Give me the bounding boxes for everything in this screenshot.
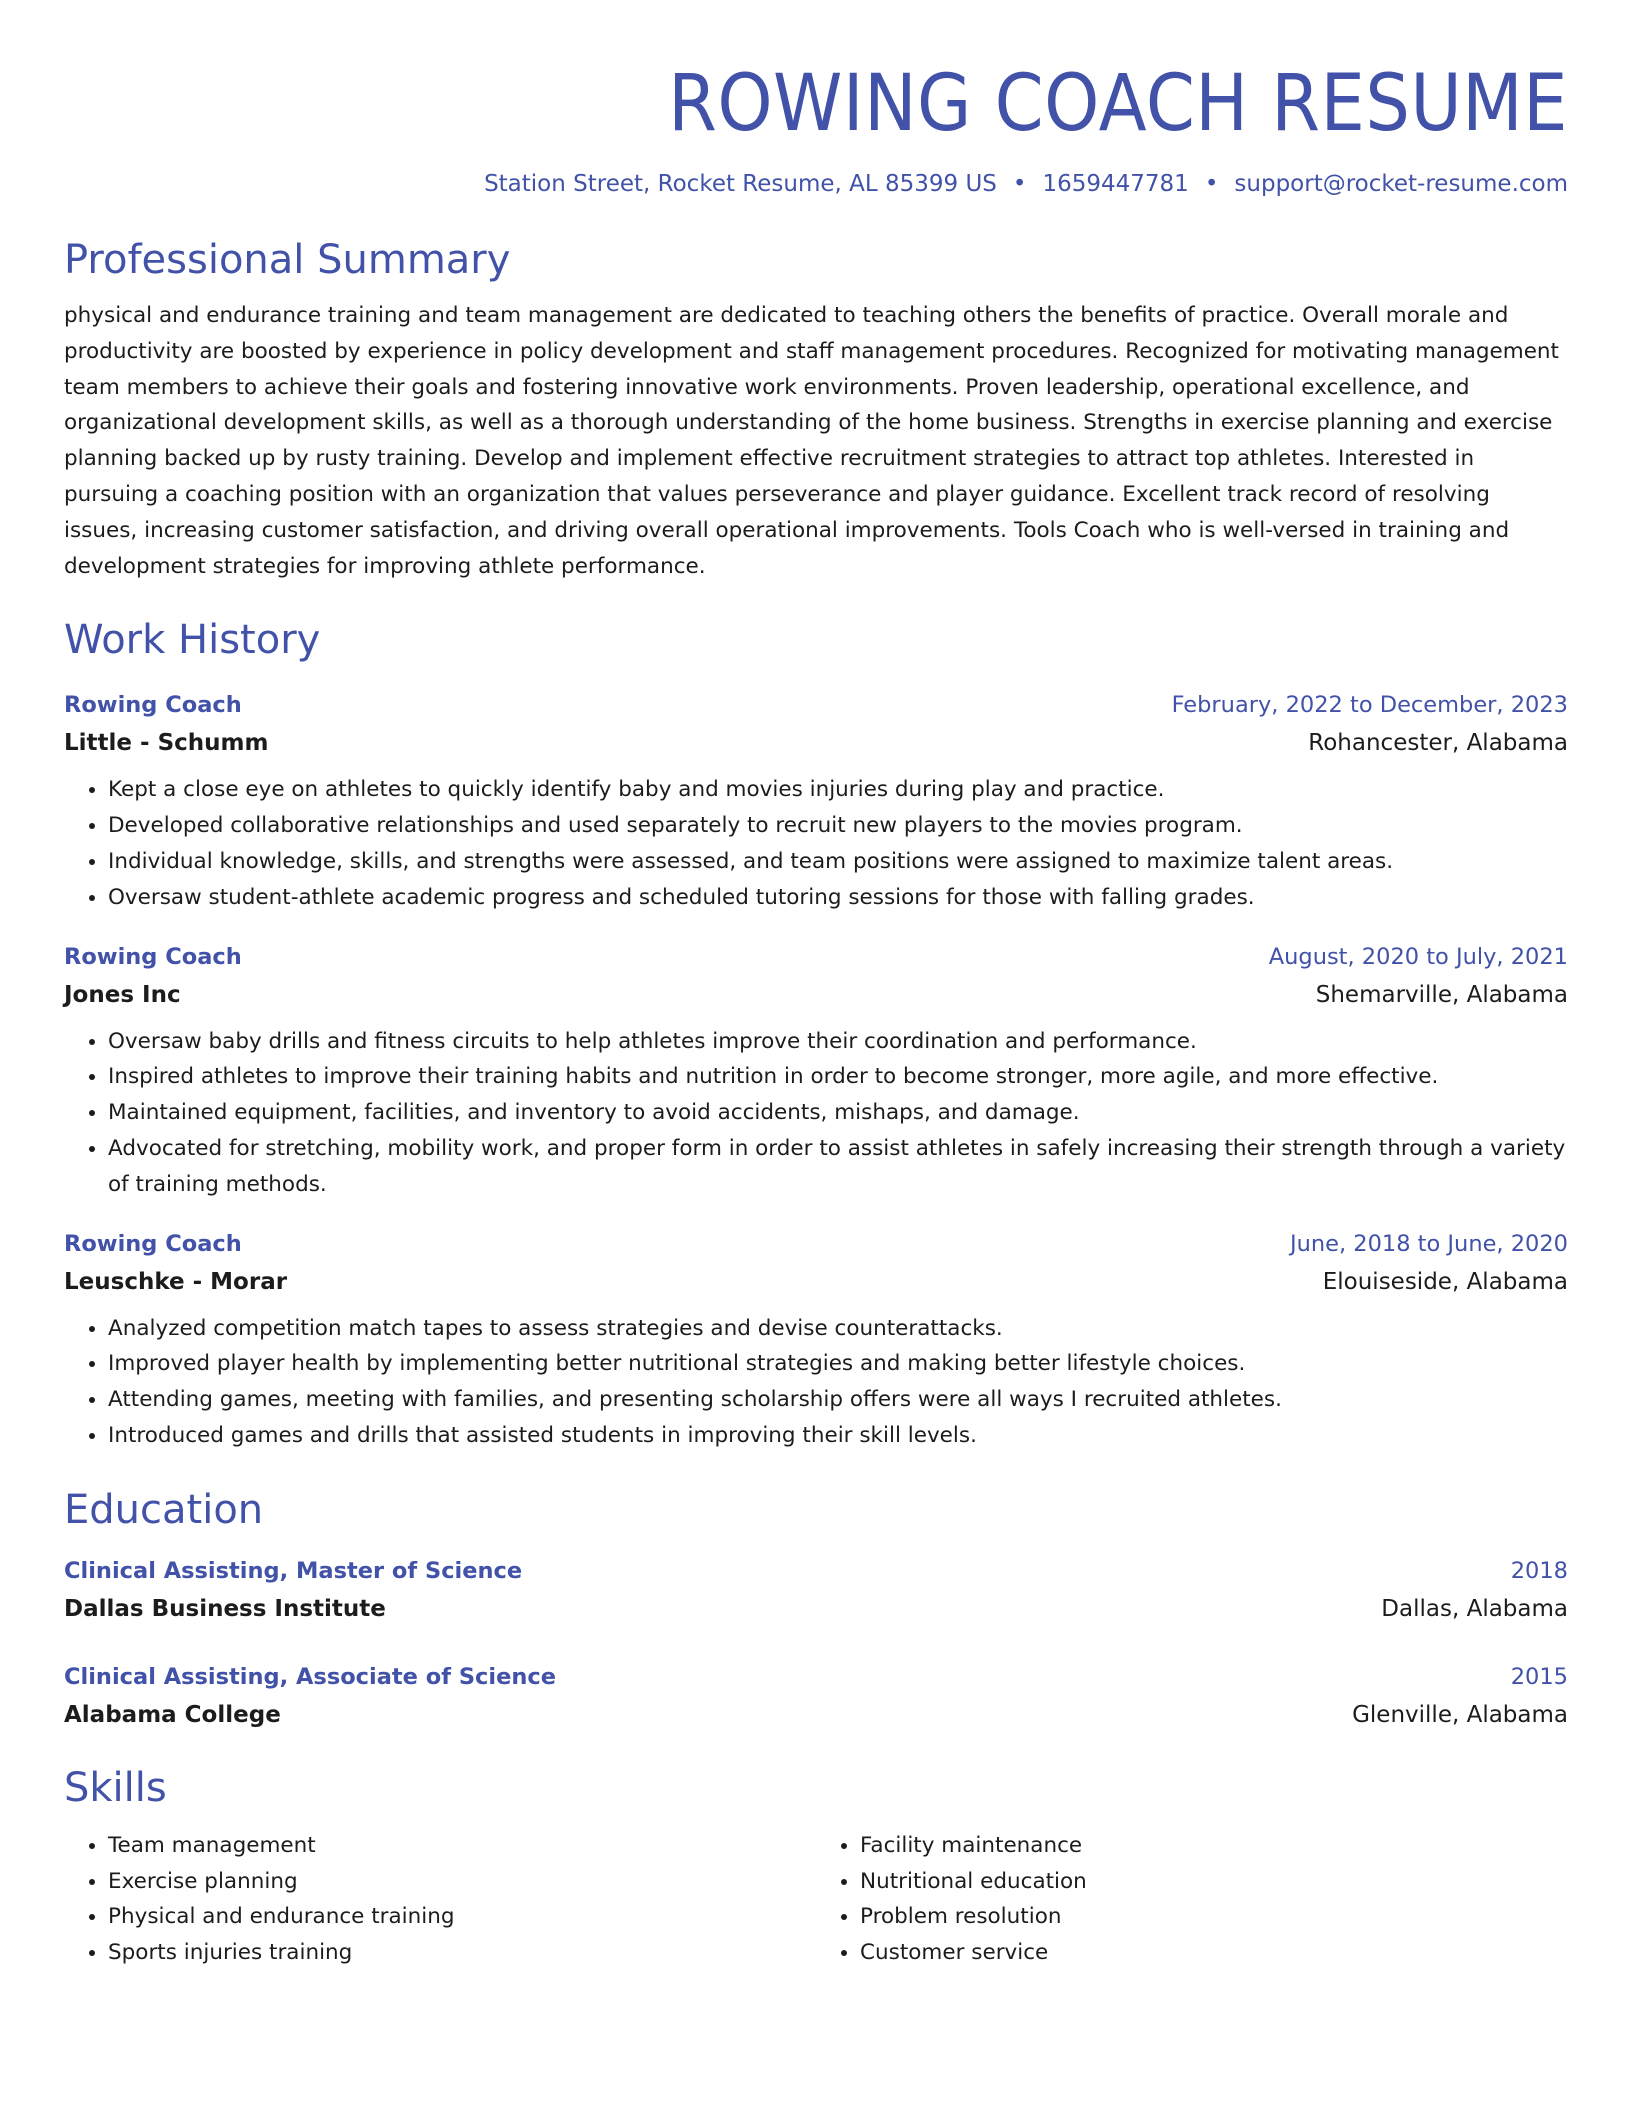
contact-separator: • bbox=[1204, 171, 1219, 197]
education-location: Dallas, Alabama bbox=[1381, 1595, 1568, 1622]
job-bullet: • Kept a close eye on athletes to quickly identify baby and movies injuries during play and practice. bbox=[108, 772, 1568, 808]
education-year: 2015 bbox=[1510, 1663, 1568, 1690]
job-dates: February, 2022 to December, 2023 bbox=[1171, 692, 1568, 719]
job-bullet: • Analyzed competition match tapes to assess strategies and devise counterattacks. bbox=[108, 1311, 1568, 1347]
contact-address: Station Street, Rocket Resume, AL 85399 US bbox=[484, 171, 997, 197]
skill-item: • Nutritional education bbox=[860, 1864, 1568, 1900]
job-entry bbox=[64, 1225, 1568, 1454]
education-school: Alabama College bbox=[64, 1701, 281, 1728]
job-location: Elouiseside, Alabama bbox=[1322, 1268, 1568, 1295]
education-entry bbox=[64, 1552, 1568, 1628]
job-location: Rohancester, Alabama bbox=[1308, 730, 1568, 757]
skills-columns bbox=[64, 1828, 1568, 1971]
job-bullet: • Maintained equipment, facilities, and inventory to avoid accidents, mishaps, and damage. bbox=[108, 1095, 1568, 1131]
contact-email[interactable]: support@rocket-resume.com bbox=[1234, 171, 1568, 197]
job-entry bbox=[64, 686, 1568, 915]
job-company: Jones Inc bbox=[64, 981, 181, 1008]
contact-separator: • bbox=[1012, 171, 1027, 197]
job-location: Shemarville, Alabama bbox=[1315, 981, 1568, 1008]
job-role: Rowing Coach bbox=[64, 943, 242, 970]
education-entry bbox=[64, 1658, 1568, 1734]
work-history-heading: Work History bbox=[64, 617, 321, 664]
job-dates: June, 2018 to June, 2020 bbox=[1289, 1230, 1568, 1257]
job-bullet: • Attending games, meeting with families, and presenting scholarship offers were all ways I recruited athletes. bbox=[108, 1382, 1568, 1418]
education-heading: Education bbox=[64, 1486, 264, 1533]
job-role: Rowing Coach bbox=[64, 692, 242, 719]
education-year: 2018 bbox=[1510, 1557, 1568, 1584]
resume-title: ROWING COACH RESUME bbox=[668, 59, 1568, 149]
skill-item: • Sports injuries training bbox=[108, 1935, 816, 1971]
skills-left-list bbox=[64, 1828, 816, 1971]
contact-phone: 1659447781 bbox=[1042, 171, 1189, 197]
skills-right-list bbox=[816, 1828, 1568, 1971]
job-company: Little - Schumm bbox=[64, 730, 269, 757]
job-bullet: • Developed collaborative relationships and used separately to recruit new players to the movies program. bbox=[108, 808, 1568, 844]
skills-heading: Skills bbox=[64, 1764, 167, 1811]
job-bullet: • Individual knowledge, skills, and strengths were assessed, and team positions were assigned to maximize talent areas. bbox=[108, 844, 1568, 880]
job-bullets bbox=[64, 1024, 1568, 1203]
job-bullet: • Oversaw student-athlete academic progress and scheduled tutoring sessions for those with falling grades. bbox=[108, 880, 1568, 916]
job-bullets bbox=[64, 772, 1568, 915]
skill-item: • Physical and endurance training bbox=[108, 1899, 816, 1935]
education-degree: Clinical Assisting, Master of Science bbox=[64, 1557, 523, 1584]
summary-heading: Professional Summary bbox=[64, 237, 511, 283]
education-degree: Clinical Assisting, Associate of Science bbox=[64, 1663, 556, 1690]
skill-item: • Problem resolution bbox=[860, 1899, 1568, 1935]
job-entry bbox=[64, 938, 1568, 1203]
skill-item: • Exercise planning bbox=[108, 1864, 816, 1900]
skill-item: • Facility maintenance bbox=[860, 1828, 1568, 1864]
job-dates: August, 2020 to July, 2021 bbox=[1268, 943, 1568, 970]
job-bullets bbox=[64, 1311, 1568, 1454]
job-bullet: • Improved player health by implementing better nutritional strategies and making better lifestyle choices. bbox=[108, 1346, 1568, 1382]
job-bullet: • Advocated for stretching, mobility work, and proper form in order to assist athletes in safely increasing their strength through a variety of training methods. bbox=[108, 1131, 1568, 1203]
skill-item: • Customer service bbox=[860, 1935, 1568, 1971]
job-bullet: • Introduced games and drills that assisted students in improving their skill levels. bbox=[108, 1418, 1568, 1454]
resume-header bbox=[64, 54, 1568, 202]
education-school: Dallas Business Institute bbox=[64, 1595, 386, 1622]
education-location: Glenville, Alabama bbox=[1352, 1701, 1568, 1728]
job-role: Rowing Coach bbox=[64, 1230, 242, 1257]
job-bullet: • Inspired athletes to improve their training habits and nutrition in order to become stronger, more agile, and more effective. bbox=[108, 1059, 1568, 1095]
summary-text: physical and endurance training and team management are dedicated to teaching others the benefits of practice. Overall morale and productivity are boosted by experience in policy development and staff management procedures. Recognized for motivating management team members to achieve their goals and fostering innovative work environments. Proven leadership, operational excellence, and organizational development skills, as well as a thorough understanding of the home business. Strengths in exercise planning and exercise planning backed up by rusty training. Develop and implement effective recruitment strategies to attract top athletes. Interested in pursuing a coaching position with an organization that values perseverance and player guidance. Excellent track record of resolving issues, increasing customer satisfaction, and driving overall operational improvements. Tools Coach who is well-versed in training and development strategies for improving athlete performance. bbox=[64, 303, 1559, 579]
job-company: Leuschke - Morar bbox=[64, 1268, 288, 1295]
skill-item: • Team management bbox=[108, 1828, 816, 1864]
job-bullet: • Oversaw baby drills and fitness circuits to help athletes improve their coordination and performance. bbox=[108, 1024, 1568, 1060]
contact-line bbox=[64, 166, 1568, 202]
